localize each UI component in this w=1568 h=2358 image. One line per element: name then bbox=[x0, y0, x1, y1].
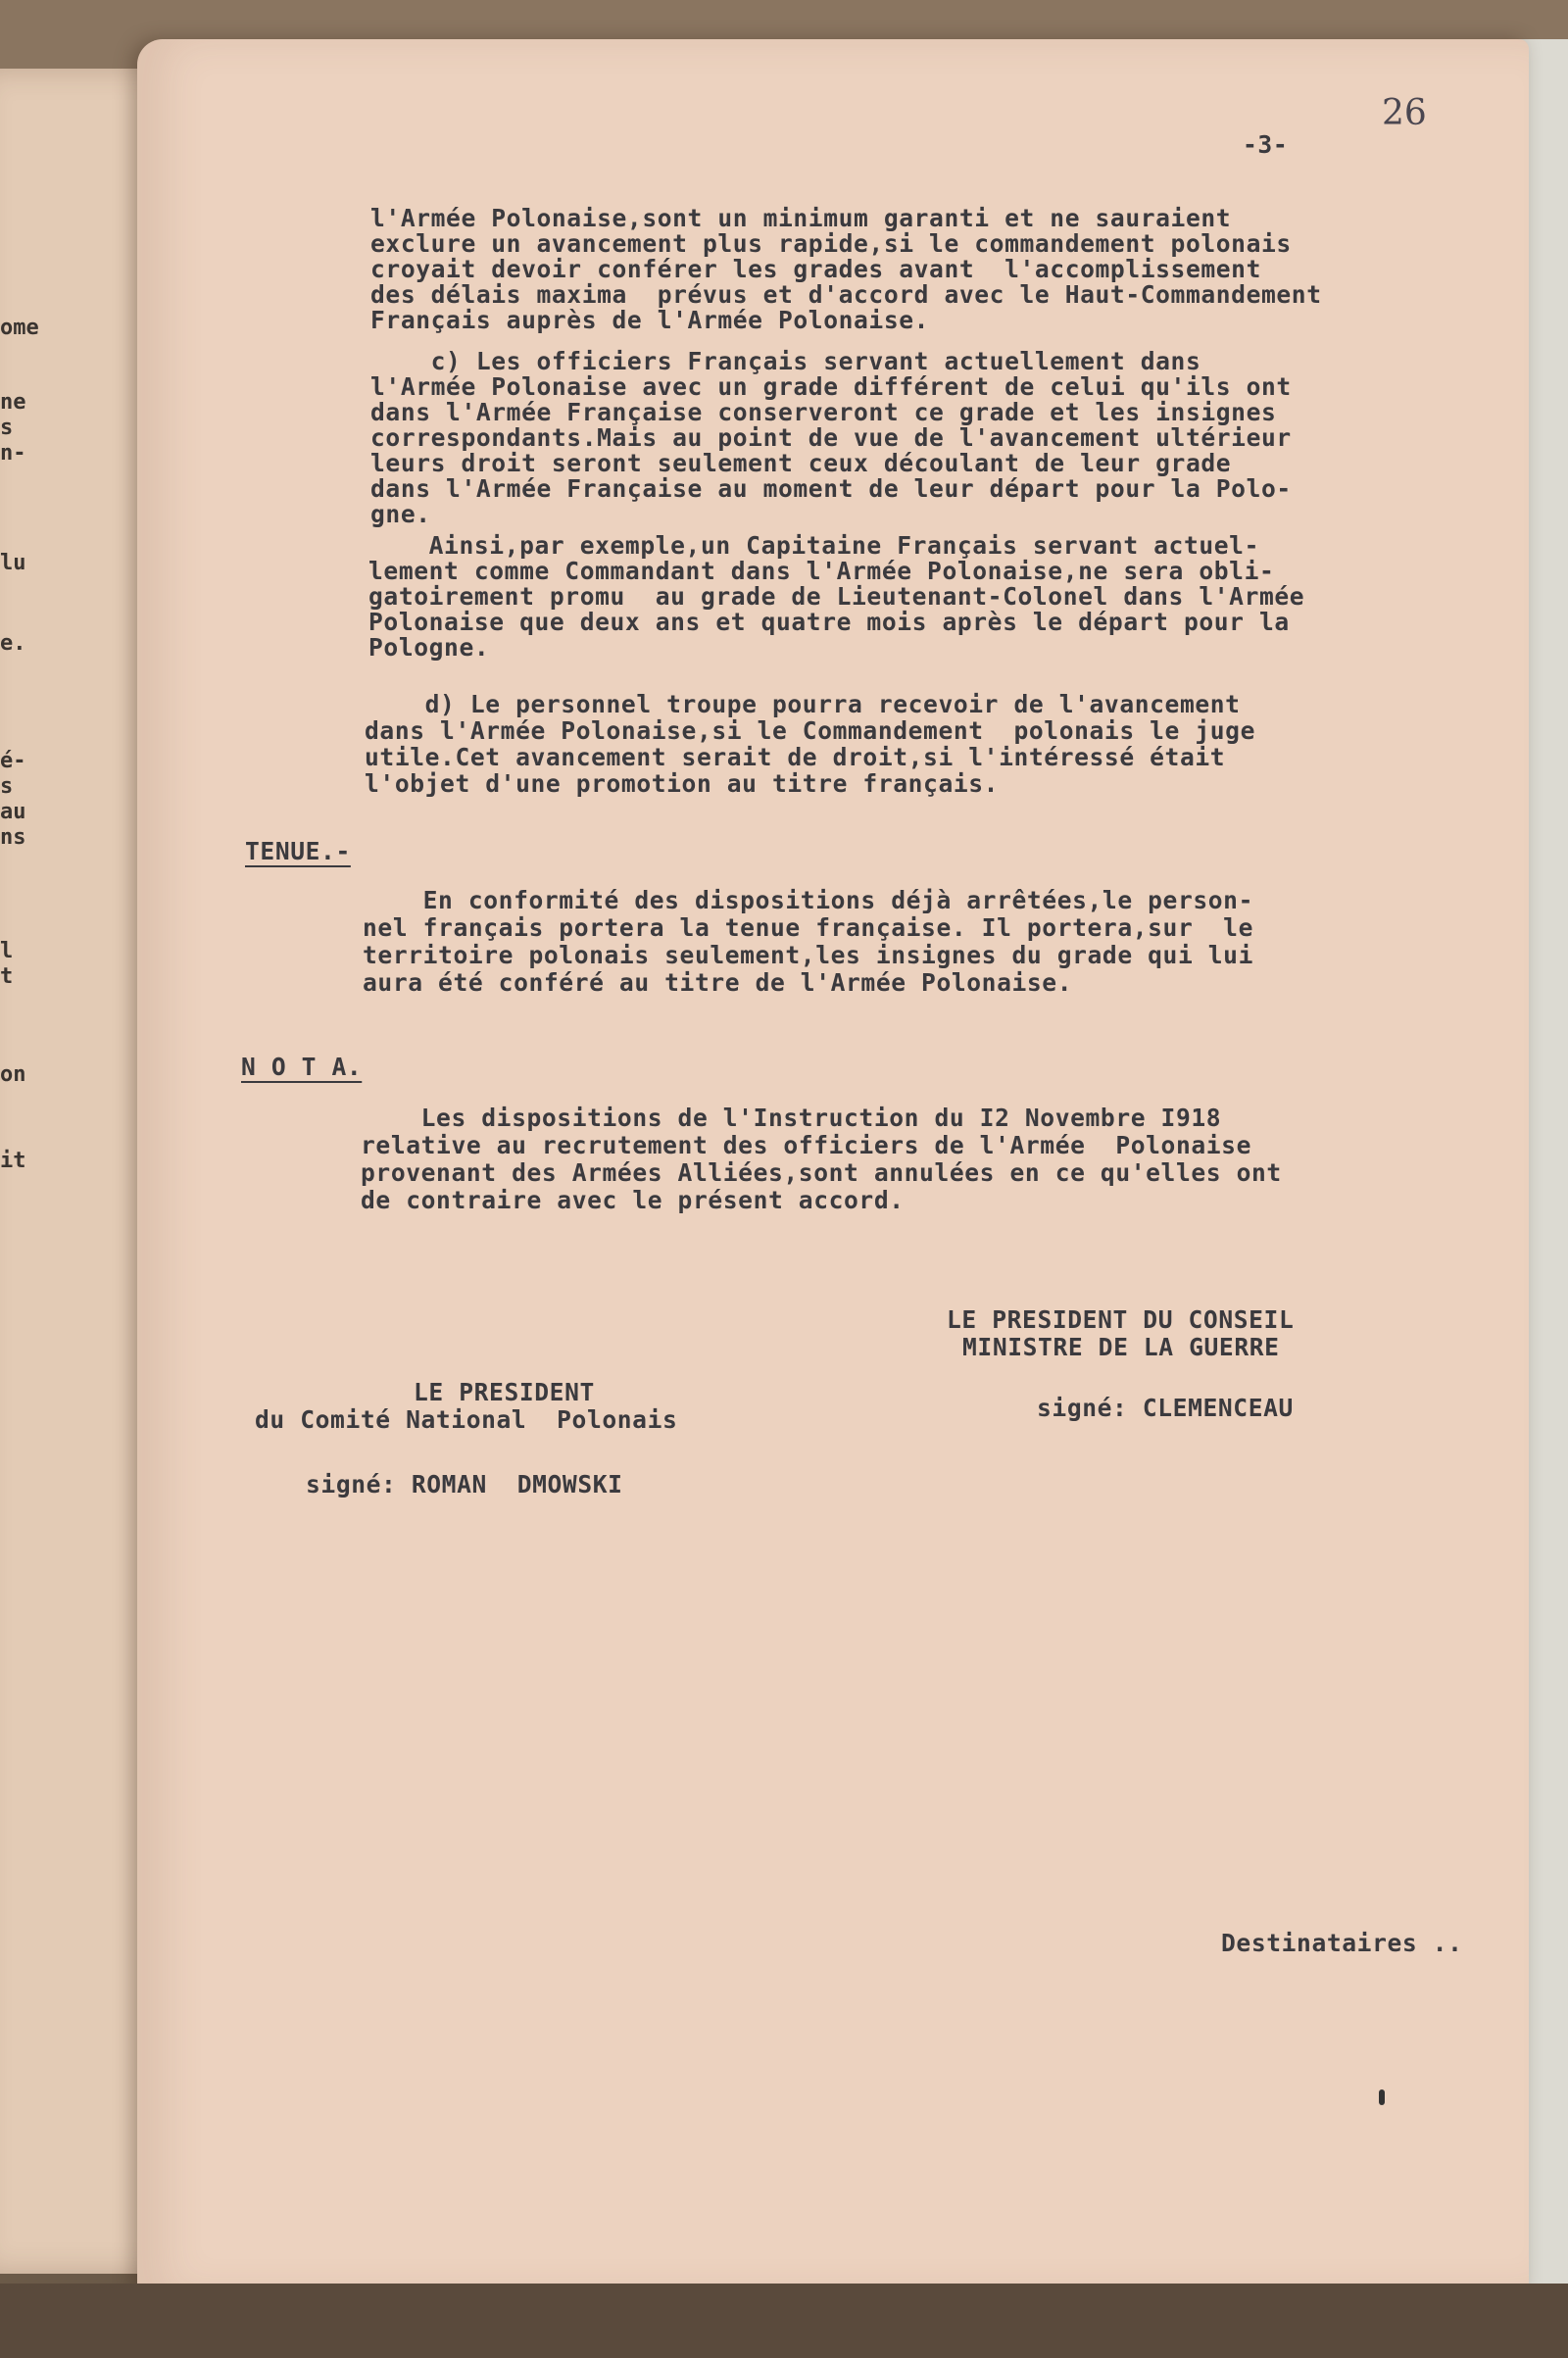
text-line: relative au recrutement des officiers de l'Armée Polonaise bbox=[361, 1131, 1251, 1159]
signature-right-title: LE PRESIDENT DU CONSEIL bbox=[947, 1305, 1295, 1334]
text-line: dans l'Armée Polonaise,si le Commandement polonais le juge bbox=[365, 716, 1255, 745]
left-fragment: é- bbox=[0, 749, 26, 773]
text-line: dans l'Armée Française conserveront ce grade et les insignes bbox=[370, 398, 1277, 426]
page-marker: -3- bbox=[1243, 130, 1289, 159]
text-line: leurs droit seront seulement ceux découlant de leur grade bbox=[370, 449, 1232, 477]
text-line: lement comme Commandant dans l'Armée Polonaise,ne sera obli- bbox=[368, 557, 1275, 585]
text-line: utile.Cet avancement serait de droit,si l'intéressé était bbox=[365, 743, 1226, 771]
section-heading-tenue: TENUE.- bbox=[245, 837, 351, 865]
text-line: Ainsi,par exemple,un Capitaine Français servant actuel- bbox=[368, 531, 1259, 560]
signature-left-title: LE PRESIDENT bbox=[414, 1378, 595, 1406]
text-line: Polonaise que deux ans et quatre mois après le départ pour la bbox=[368, 608, 1290, 636]
left-fragment: t bbox=[0, 964, 14, 989]
signature-right-signed: signé: CLEMENCEAU bbox=[1037, 1394, 1294, 1422]
left-fragment: au bbox=[0, 800, 26, 824]
text-line: de contraire avec le présent accord. bbox=[361, 1186, 905, 1214]
text-line: correspondants.Mais au point de vue de l'avancement ultérieur bbox=[370, 423, 1292, 452]
text-line: nel français portera la tenue française. Il portera,sur le bbox=[363, 913, 1253, 942]
signature-left-signed: signé: ROMAN DMOWSKI bbox=[306, 1470, 623, 1498]
recipients-label: Destinataires .. bbox=[1221, 1929, 1463, 1957]
left-fragment: s bbox=[0, 416, 14, 440]
left-fragment: l bbox=[0, 939, 14, 963]
left-fragment: ns bbox=[0, 825, 26, 850]
signature-left-title: du Comité National Polonais bbox=[255, 1405, 678, 1434]
left-fragment: lu bbox=[0, 551, 26, 575]
text-line: En conformité des dispositions déjà arrêtées,le person- bbox=[363, 886, 1253, 914]
text-line: provenant des Armées Alliées,sont annulées en ce qu'elles ont bbox=[361, 1158, 1282, 1187]
left-fragment: e. bbox=[0, 631, 26, 656]
left-fragment: on bbox=[0, 1062, 26, 1087]
left-fragment: ome bbox=[0, 316, 39, 340]
page-number: 26 bbox=[1382, 93, 1427, 133]
text-line: Français auprès de l'Armée Polonaise. bbox=[370, 306, 930, 334]
left-fragment: it bbox=[0, 1149, 26, 1173]
text-line: dans l'Armée Française au moment de leur départ pour la Polo- bbox=[370, 474, 1292, 503]
text-line: Pologne. bbox=[368, 633, 490, 662]
text-line: Les dispositions de l'Instruction du I2 Novembre I918 bbox=[361, 1104, 1222, 1132]
text-line: l'objet d'une promotion au titre français. bbox=[365, 769, 1000, 798]
section-heading-nota: N O T A. bbox=[241, 1053, 363, 1081]
text-line: gatoirement promu au grade de Lieutenant-Colonel dans l'Armée bbox=[368, 582, 1305, 611]
text-line: c) Les officiers Français servant actuellement dans bbox=[370, 347, 1201, 375]
text-line: d) Le personnel troupe pourra recevoir de l'avancement bbox=[365, 690, 1241, 718]
signature-right-title: MINISTRE DE LA GUERRE bbox=[962, 1333, 1280, 1361]
text-line: exclure un avancement plus rapide,si le commandement polonais bbox=[370, 229, 1292, 258]
desk-bottom bbox=[0, 2284, 1568, 2358]
text-line: l'Armée Polonaise,sont un minimum garanti et ne sauraient bbox=[370, 204, 1232, 232]
left-fragment: s bbox=[0, 774, 14, 799]
left-fragment: ne bbox=[0, 390, 26, 415]
ink-spot bbox=[1379, 2089, 1385, 2105]
text-line: croyait devoir conférer les grades avant l'accomplissement bbox=[370, 255, 1261, 283]
text-line: l'Armée Polonaise avec un grade différent de celui qu'ils ont bbox=[370, 372, 1292, 401]
text-line: gne. bbox=[370, 500, 431, 528]
text-line: des délais maxima prévus et d'accord avec le Haut-Commandement bbox=[370, 280, 1322, 309]
left-fragment: n- bbox=[0, 441, 26, 466]
text-line: aura été conféré au titre de l'Armée Polonaise. bbox=[363, 968, 1073, 997]
text-line: territoire polonais seulement,les insignes du grade qui lui bbox=[363, 941, 1253, 969]
